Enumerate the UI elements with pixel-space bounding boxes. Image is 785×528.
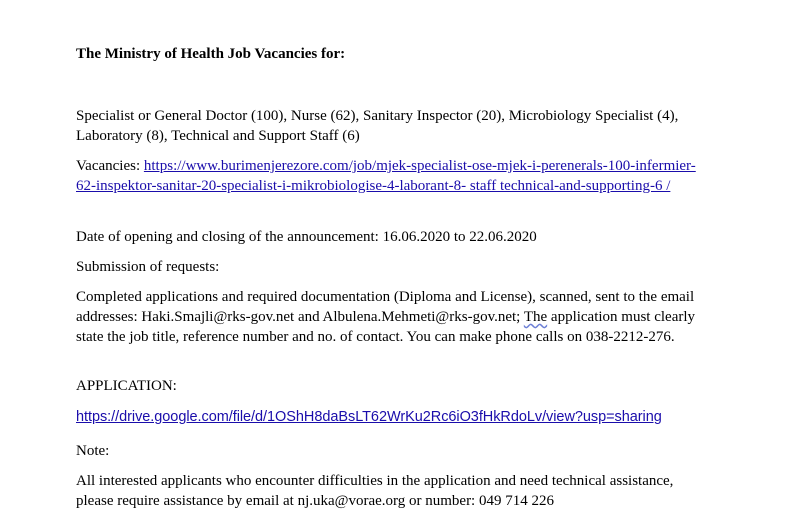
note-heading: Note: [76,443,110,459]
document-title: The Ministry of Health Job Vacancies for: [76,46,346,62]
vacancies-label: Vacancies: [76,158,141,174]
submission-text-part1: Completed applications and required documentation (Diploma and License), scanned, sent to the email addresses: Haki.Smajli@rks-gov.net and Albulena.Mehmeti@rks-gov.net; [76,289,695,325]
submission-paragraph [76,287,701,347]
note-paragraph: All interested applicants who encounter difficulties in the application and need technical assistance, please require assistance by email at nj.uka@vorae.org or number: 049 714 226 [76,473,674,509]
application-paragraph [76,407,736,427]
vacancies-paragraph [76,156,706,196]
vacancies-link[interactable]: https://www.burimenjerezore.com/job/mjek-specialist-ose-mjek-i-perenerals-100-infermier-62-inspektor-sanitar-20-specialist-i-mikrobiologise-4-laborant-8- staff technical-and-supporting-6 / [76,158,696,194]
submission-text-part2: application must clearly state the job title, reference number and no. of contact. You can make phone calls on 038-2212-276. [76,309,696,345]
positions-paragraph: Specialist or General Doctor (100), Nurse (62), Sanitary Inspector (20), Microbiology Specialist (4), Laboratory (8), Technical and Support Staff (6) [76,108,679,144]
application-link[interactable]: https://drive.google.com/file/d/1OShH8daBsLT62WrKu2Rc6iO3fHkRdoLv/view?usp=sharing [76,409,662,425]
dates-paragraph: Date of opening and closing of the announcement: 16.06.2020 to 22.06.2020 [76,229,537,245]
application-heading: APPLICATION: [76,378,177,394]
spellcheck-flagged-word: The [523,309,548,325]
submission-heading: Submission of requests: [76,259,220,275]
